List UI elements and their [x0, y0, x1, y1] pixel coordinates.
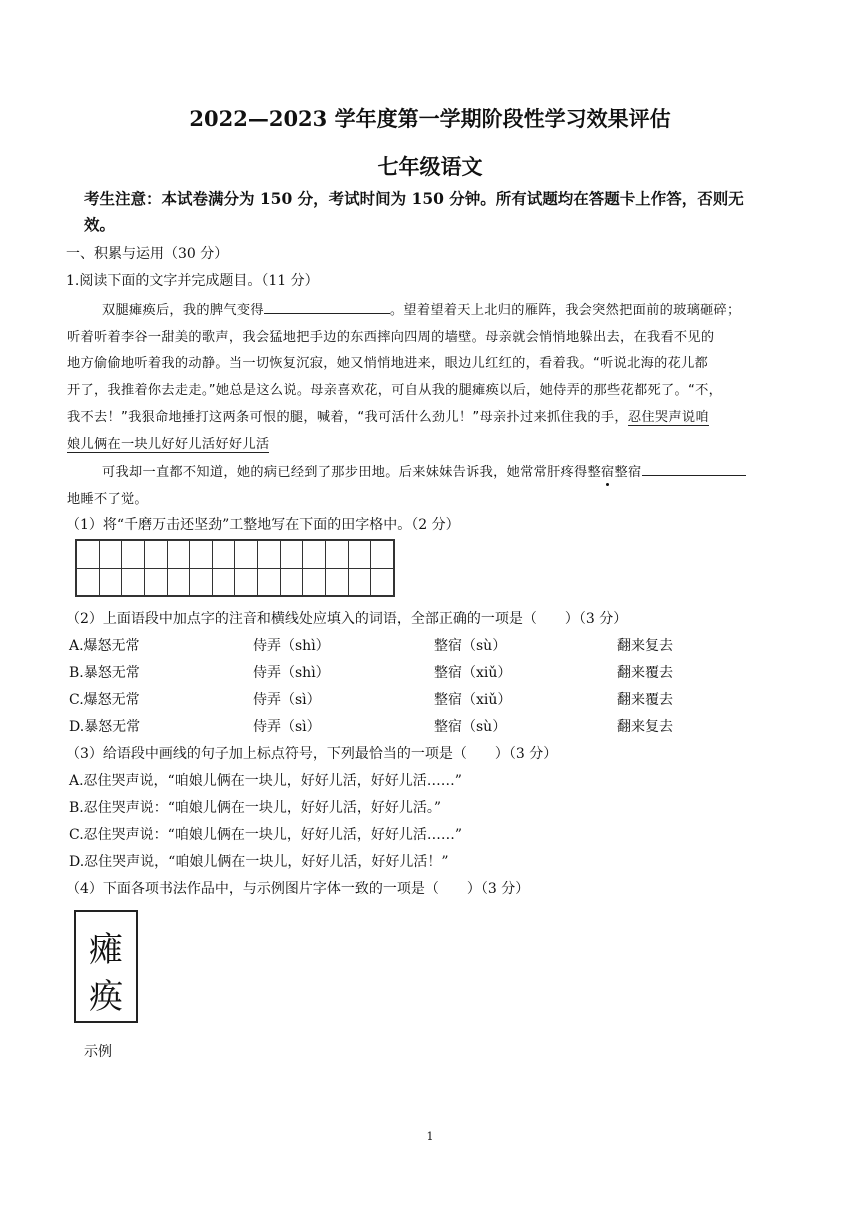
passage-line — [102, 461, 746, 480]
section-heading: 一、积累与运用（30 分） — [66, 246, 229, 262]
fill-blank — [264, 299, 390, 314]
option-b[interactable]: B.忍住哭声说：“咱娘儿俩在一块儿，好好儿活，好好儿活。” — [69, 800, 442, 816]
grid-cell[interactable] — [235, 541, 258, 595]
option-c-col2: 侍弄（sì） — [253, 692, 321, 708]
grid-cell[interactable] — [326, 541, 349, 595]
exam-title: 2022—2023 学年度第一学期阶段性学习效果评估 — [189, 106, 671, 131]
option-c-col4: 翻来覆去 — [617, 692, 673, 708]
option-c[interactable]: C.忍住哭声说：“咱娘儿俩在一块儿，好好儿活，好好儿活……” — [69, 827, 462, 843]
option-c-col1[interactable]: C.爆怒无常 — [69, 692, 140, 708]
notice-line-2: 效。 — [84, 215, 116, 234]
grid-cell[interactable] — [77, 541, 100, 595]
option-a-col4: 翻来复去 — [617, 638, 673, 654]
grid-cell[interactable] — [303, 541, 326, 595]
grid-cell[interactable] — [145, 541, 168, 595]
option-d-col1[interactable]: D.暴怒无常 — [69, 719, 141, 735]
grid-cell[interactable] — [371, 541, 393, 595]
question-1-label: 1.阅读下面的文字并完成题目。（11 分） — [66, 273, 319, 289]
grid-cell[interactable] — [281, 541, 304, 595]
question-1-3-stem: （3）给语段中画线的句子加上标点符号，下列最恰当的一项是（ ）（3 分） — [66, 746, 558, 762]
question-1-1: （1）将“千磨万击还坚劲”工整地写在下面的田字格中。（2 分） — [66, 517, 460, 533]
passage-line — [102, 299, 741, 318]
option-a[interactable]: A.忍住哭声说，“咱娘儿俩在一块儿，好好儿活，好好儿活……” — [69, 773, 462, 789]
passage-text: 。望着望着天上北归的雁阵，我会突然把面前的玻璃砸碎； — [389, 303, 741, 318]
option-d[interactable]: D.忍住哭声说，“咱娘儿俩在一块儿，好好儿活，好好儿活！” — [69, 854, 449, 870]
tianzige-grid[interactable] — [75, 539, 395, 597]
passage-line: 开了，我推着你去走走。”她总是这么说。母亲喜欢花，可自从我的腿瘫痪以后，她侍弄的那些花都死了。“不， — [67, 383, 723, 398]
grid-cell[interactable] — [213, 541, 236, 595]
passage-line: 听着听着李谷一甜美的歌声，我会猛地把手边的东西摔向四周的墙壁。母亲就会悄悄地躲出去，在我看不见的 — [67, 330, 715, 345]
underlined-sentence: 忍住哭声说咱 — [627, 410, 709, 425]
passage-line — [67, 433, 269, 452]
sample-character: 瘫 — [89, 930, 123, 970]
grid-cell[interactable] — [190, 541, 213, 595]
grid-cell[interactable] — [100, 541, 123, 595]
sample-caption: 示例 — [84, 1044, 112, 1060]
option-b-col2: 侍弄（shì） — [253, 665, 330, 681]
passage-text: 可我却一直都不知道，她的病已经到了那步田地。后来妹妹告诉我，她常常肝疼得整 — [102, 465, 602, 480]
option-a-col2: 侍弄（shì） — [253, 638, 330, 654]
sample-character: 痪 — [89, 977, 123, 1017]
option-d-col3: 整宿（sù） — [434, 719, 507, 735]
passage-line: 地方偷偷地听着我的动静。当一切恢复沉寂，她又悄悄地进来，眼边儿红红的，看着我。“听说北海的花儿都 — [67, 356, 709, 371]
notice-line-1: 考生注意：本试卷满分为 150 分，考试时间为 150 分钟。所有试题均在答题卡上作答，否则无 — [84, 189, 744, 208]
option-d-col2: 侍弄（sì） — [253, 719, 321, 735]
option-a-col1[interactable]: A.爆怒无常 — [69, 638, 140, 654]
option-d-col4: 翻来复去 — [617, 719, 673, 735]
option-b-col3: 整宿（xiǔ） — [434, 665, 512, 681]
grid-cell[interactable] — [349, 541, 372, 595]
grid-cell[interactable] — [168, 541, 191, 595]
option-b-col4: 翻来覆去 — [617, 665, 673, 681]
passage-text: 整宿 — [614, 465, 642, 480]
dotted-character: 宿 — [601, 465, 615, 480]
option-b-col1[interactable]: B.暴怒无常 — [69, 665, 140, 681]
passage-line — [67, 406, 709, 425]
calligraphy-sample-image — [74, 910, 138, 1023]
exam-subject: 七年级语文 — [377, 154, 483, 179]
grid-cell[interactable] — [258, 541, 281, 595]
grid-cell[interactable] — [122, 541, 145, 595]
passage-text: 我不去！”我狠命地捶打这两条可恨的腿，喊着，“我可活什么劲儿！”母亲扑过来抓住我的手， — [67, 410, 628, 425]
question-1-4-stem: （4）下面各项书法作品中，与示例图片字体一致的一项是（ ）（3 分） — [66, 881, 530, 897]
fill-blank — [642, 461, 746, 476]
passage-text: 双腿瘫痪后，我的脾气变得 — [102, 303, 264, 318]
option-c-col3: 整宿（xiǔ） — [434, 692, 512, 708]
passage-line: 地睡不了觉。 — [67, 492, 148, 507]
option-a-col3: 整宿（sù） — [434, 638, 507, 654]
underlined-sentence: 娘儿俩在一块儿好好儿活好好儿活 — [67, 437, 270, 452]
question-1-2-stem: （2）上面语段中加点字的注音和横线处应填入的词语，全部正确的一项是（ ）（3 分） — [66, 611, 628, 627]
exam-notice — [84, 186, 804, 238]
page-number: 1 — [426, 1130, 434, 1143]
